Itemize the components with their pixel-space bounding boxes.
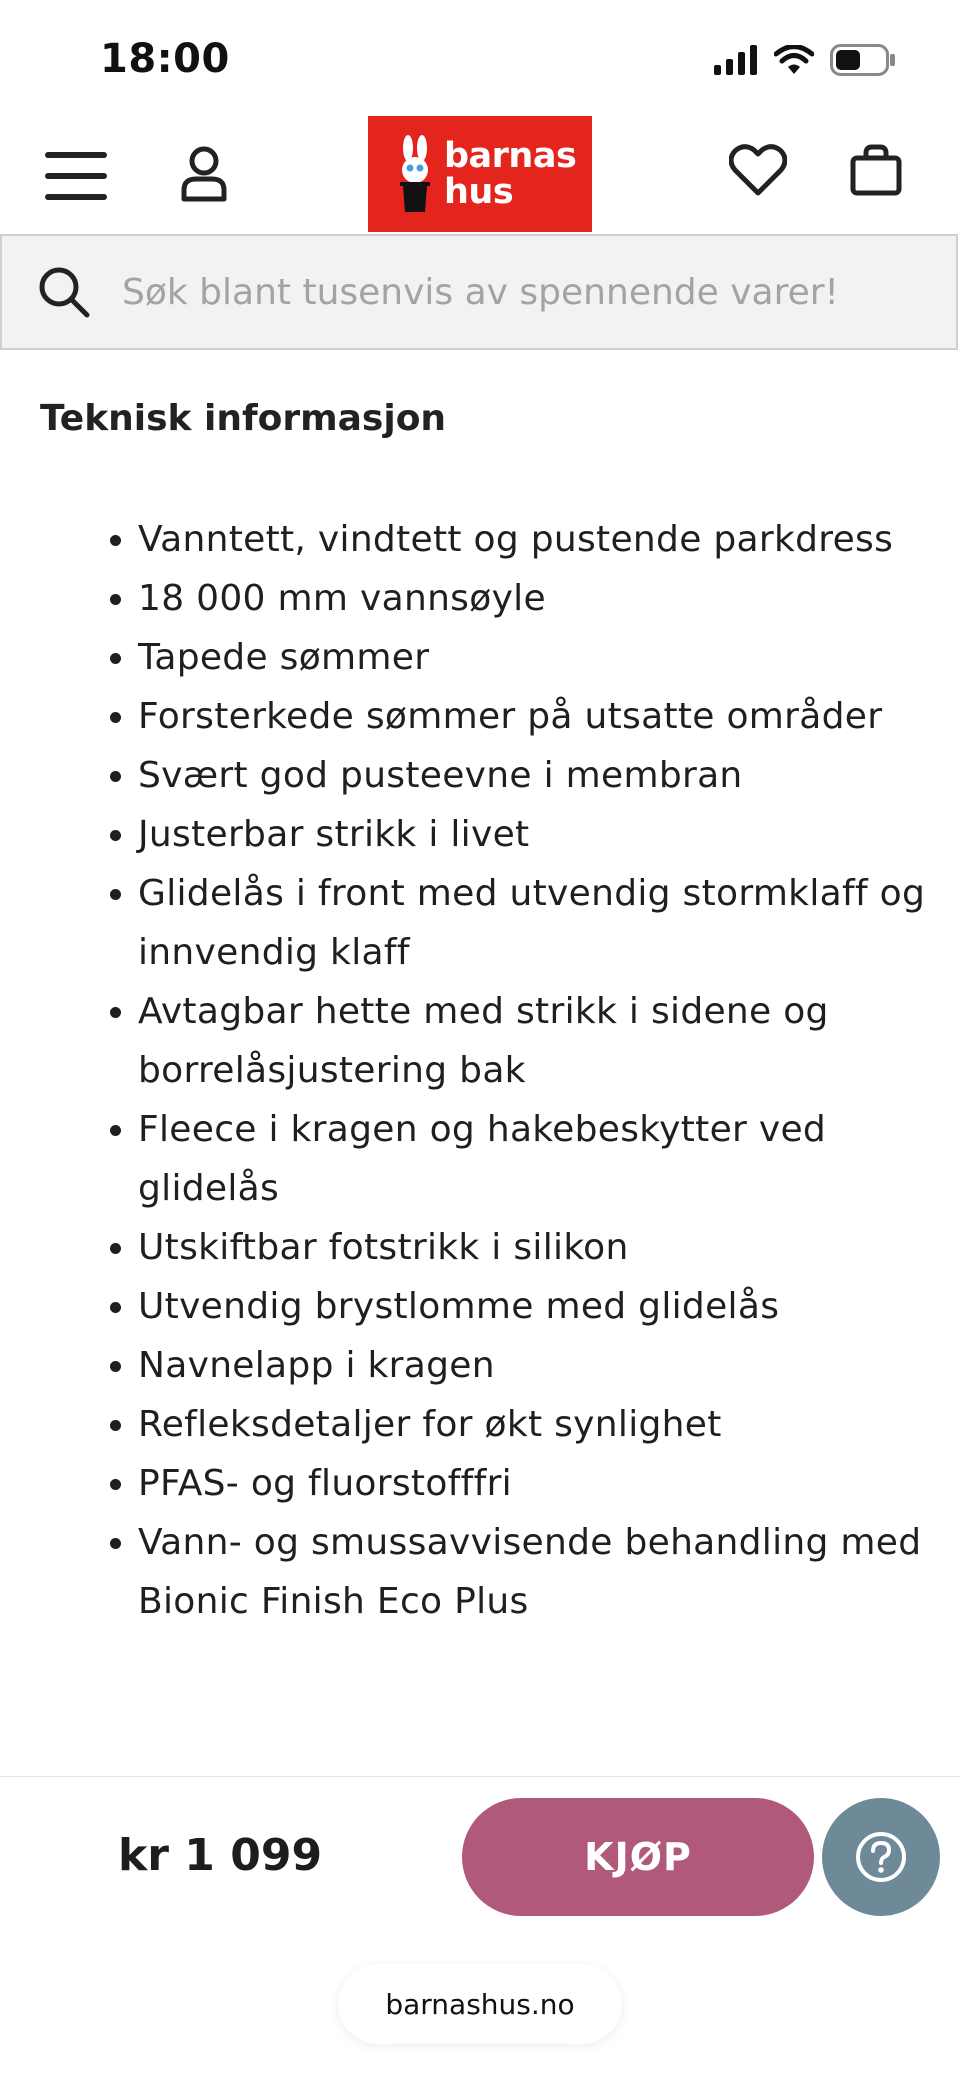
list-item: • Justerbar strikk i livet [138,805,960,864]
wifi-icon [774,45,814,79]
site-header [0,110,960,234]
list-item: • Glidelås i front med utvendig stormklaff og innvendig klaff [138,864,960,982]
buy-button[interactable]: KJØP [462,1798,814,1916]
logo-wordmark [444,138,576,210]
hamburger-menu-icon[interactable] [40,144,112,208]
search-icon[interactable] [38,266,90,318]
product-price: kr 1 099 [118,1830,323,1881]
list-item: • Vann- og smussavvisende behandling med Bionic Finish Eco Plus [138,1513,960,1631]
list-item: • Utvendig brystlomme med glidelås [138,1277,960,1336]
feature-list [98,510,960,1631]
url-text: barnashus.no [385,1987,575,2021]
list-item: • PFAS- og fluorstofffri [138,1454,960,1513]
list-item: • Fleece i kragen og hakebeskytter ved glidelås [138,1100,960,1218]
section-title: Teknisk informasjon [40,398,447,439]
list-item: • Navnelapp i kragen [138,1336,960,1395]
list-item: • Forsterkede sømmer på utsatte områder [138,687,960,746]
purchase-bar-divider [0,1776,960,1777]
logo-line-2: hus [444,172,514,212]
status-time: 18:00 [100,36,230,82]
status-bar [0,0,960,110]
battery-icon [830,44,896,80]
site-logo[interactable] [368,116,592,232]
question-mark-icon [854,1830,908,1884]
browser-url-bar[interactable] [338,1964,622,2044]
list-item: • Svært god pusteevne i membran [138,746,960,805]
list-item: • Avtagbar hette med strikk i sidene og borrelåsjustering bak [138,982,960,1100]
status-icons [714,44,896,80]
logo-line-1: barnas [444,136,577,176]
bunny-hat-logo-icon [394,134,436,214]
heart-icon[interactable] [726,138,790,202]
shopping-bag-icon[interactable] [846,136,906,204]
cellular-signal-icon [714,45,758,79]
list-item: • 18 000 mm vannsøyle [138,569,960,628]
list-item: • Vanntett, vindtett og pustende parkdress [138,510,960,569]
help-button[interactable] [822,1798,940,1916]
user-icon[interactable] [174,140,234,208]
search-bar [0,234,958,350]
search-input[interactable] [120,271,924,314]
list-item: • Refleksdetaljer for økt synlighet [138,1395,960,1454]
list-item: • Tapede sømmer [138,628,960,687]
list-item: • Utskiftbar fotstrikk i silikon [138,1218,960,1277]
